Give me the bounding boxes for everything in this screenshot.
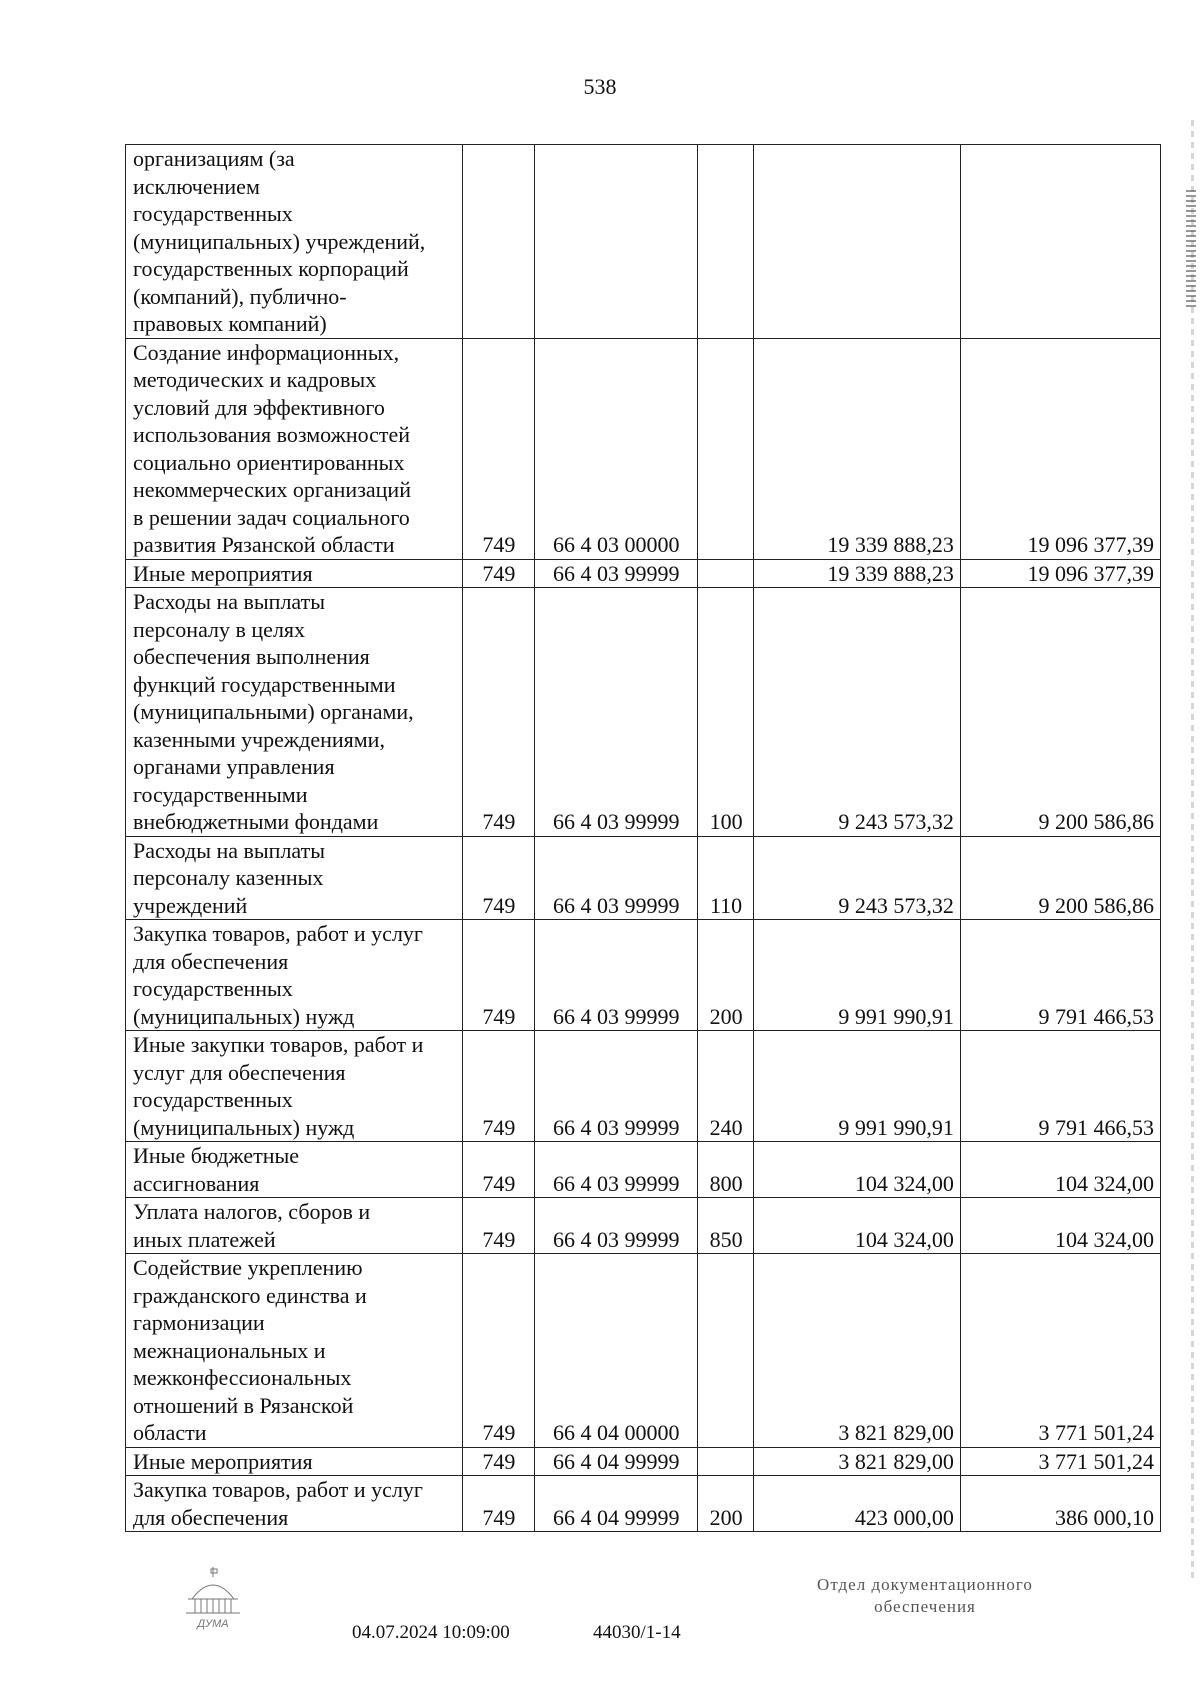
- table-row: [126, 836, 1161, 920]
- row-amount-1: 104 324,00: [754, 1198, 961, 1254]
- row-expense-type: 110: [697, 836, 754, 920]
- row-amount-1: [754, 145, 961, 339]
- row-amount-1: 104 324,00: [754, 1142, 961, 1198]
- row-amount-1: 3 821 829,00: [754, 1447, 961, 1476]
- row-description: Содействие укреплению гражданского единства и гармонизации межнациональных и межконфессиональных отношений в Рязанской области: [126, 1254, 463, 1448]
- row-expense-type: 240: [697, 1031, 754, 1142]
- table-row: [126, 1031, 1161, 1142]
- document-number: 44030/1-14: [593, 1622, 681, 1643]
- row-amount-2: 3 771 501,24: [960, 1254, 1160, 1448]
- row-target-code: 66 4 04 99999: [534, 1476, 697, 1532]
- row-description: организациям (за исключением государственных (муниципальных) учреждений, государственных корпораций (компаний), публично- правовых компаний): [126, 145, 463, 339]
- department-stamp: [775, 1574, 1075, 1618]
- row-expense-type: [697, 145, 754, 339]
- row-description: Иные бюджетные ассигнования: [126, 1142, 463, 1198]
- row-expense-type: [697, 1254, 754, 1448]
- table-row: [126, 1142, 1161, 1198]
- page-number: 538: [583, 74, 617, 99]
- row-ved-code: 749: [463, 1198, 535, 1254]
- duma-building-icon: [178, 1565, 248, 1635]
- row-expense-type: [697, 559, 754, 588]
- row-description: Закупка товаров, работ и услуг для обеспечения государственных (муниципальных) нужд: [126, 920, 463, 1031]
- row-expense-type: [697, 338, 754, 559]
- row-ved-code: 749: [463, 559, 535, 588]
- row-amount-2: 104 324,00: [960, 1142, 1160, 1198]
- row-amount-2: 9 200 586,86: [960, 836, 1160, 920]
- row-target-code: 66 4 03 99999: [534, 588, 697, 837]
- table-row: [126, 1254, 1161, 1448]
- scan-edge: [1191, 120, 1194, 1580]
- row-expense-type: 800: [697, 1142, 754, 1198]
- row-description: Иные мероприятия: [126, 1447, 463, 1476]
- row-expense-type: 200: [697, 1476, 754, 1532]
- row-amount-2: 19 096 377,39: [960, 338, 1160, 559]
- row-ved-code: 749: [463, 1031, 535, 1142]
- row-amount-2: 9 791 466,53: [960, 1031, 1160, 1142]
- table-row: [126, 1447, 1161, 1476]
- row-ved-code: 749: [463, 1142, 535, 1198]
- row-description: Создание информационных, методических и кадровых условий для эффективного использования возможностей социально ориентированных некоммерческих организаций в решении задач социального развития Рязанской области: [126, 338, 463, 559]
- row-ved-code: 749: [463, 836, 535, 920]
- row-amount-2: 9 200 586,86: [960, 588, 1160, 837]
- row-description: Иные мероприятия: [126, 559, 463, 588]
- row-amount-1: 3 821 829,00: [754, 1254, 961, 1448]
- row-expense-type: [697, 1447, 754, 1476]
- row-amount-2: [960, 145, 1160, 339]
- row-target-code: 66 4 03 99999: [534, 1142, 697, 1198]
- row-description: Закупка товаров, работ и услуг для обеспечения: [126, 1476, 463, 1532]
- row-ved-code: 749: [463, 920, 535, 1031]
- budget-table-body: [126, 145, 1161, 1532]
- row-ved-code: 749: [463, 588, 535, 837]
- row-expense-type: 850: [697, 1198, 754, 1254]
- row-amount-1: 9 991 990,91: [754, 920, 961, 1031]
- row-amount-2: 9 791 466,53: [960, 920, 1160, 1031]
- row-amount-2: 3 771 501,24: [960, 1447, 1160, 1476]
- row-amount-1: 19 339 888,23: [754, 338, 961, 559]
- row-amount-2: 386 000,10: [960, 1476, 1160, 1532]
- row-ved-code: [463, 145, 535, 339]
- row-amount-1: 423 000,00: [754, 1476, 961, 1532]
- row-target-code: 66 4 03 99999: [534, 1198, 697, 1254]
- row-expense-type: 200: [697, 920, 754, 1031]
- table-row: [126, 145, 1161, 339]
- row-amount-2: 19 096 377,39: [960, 559, 1160, 588]
- row-amount-1: 19 339 888,23: [754, 559, 961, 588]
- budget-table: [125, 144, 1161, 1532]
- table-row: [126, 1476, 1161, 1532]
- scan-marks: [1186, 190, 1196, 310]
- row-amount-1: 9 991 990,91: [754, 1031, 961, 1142]
- row-target-code: 66 4 04 00000: [534, 1254, 697, 1448]
- table-row: [126, 920, 1161, 1031]
- row-ved-code: 749: [463, 1447, 535, 1476]
- stamp-line-2: обеспечения: [874, 1597, 976, 1616]
- row-target-code: 66 4 03 99999: [534, 836, 697, 920]
- row-target-code: 66 4 03 99999: [534, 559, 697, 588]
- row-ved-code: 749: [463, 1254, 535, 1448]
- row-expense-type: 100: [697, 588, 754, 837]
- row-target-code: 66 4 03 99999: [534, 920, 697, 1031]
- row-ved-code: 749: [463, 338, 535, 559]
- row-amount-1: 9 243 573,32: [754, 588, 961, 837]
- table-row: [126, 559, 1161, 588]
- registration-date: 04.07.2024 10:09:00: [352, 1622, 510, 1643]
- row-target-code: 66 4 03 00000: [534, 338, 697, 559]
- row-amount-1: 9 243 573,32: [754, 836, 961, 920]
- row-description: Расходы на выплаты персоналу в целях обеспечения выполнения функций государственными (муниципальными) органами, казенными учреждениями, органами управления государственными внебюджетными фондами: [126, 588, 463, 837]
- row-description: Расходы на выплаты персоналу казенных учреждений: [126, 836, 463, 920]
- table-row: [126, 1198, 1161, 1254]
- table-row: [126, 588, 1161, 837]
- row-description: Уплата налогов, сборов и иных платежей: [126, 1198, 463, 1254]
- row-amount-2: 104 324,00: [960, 1198, 1160, 1254]
- stamp-line-1: Отдел документационного: [817, 1575, 1033, 1594]
- duma-logo-text: ДУМА: [197, 1618, 229, 1630]
- row-target-code: [534, 145, 697, 339]
- row-ved-code: 749: [463, 1476, 535, 1532]
- row-target-code: 66 4 04 99999: [534, 1447, 697, 1476]
- row-description: Иные закупки товаров, работ и услуг для обеспечения государственных (муниципальных) нужд: [126, 1031, 463, 1142]
- row-target-code: 66 4 03 99999: [534, 1031, 697, 1142]
- table-row: [126, 338, 1161, 559]
